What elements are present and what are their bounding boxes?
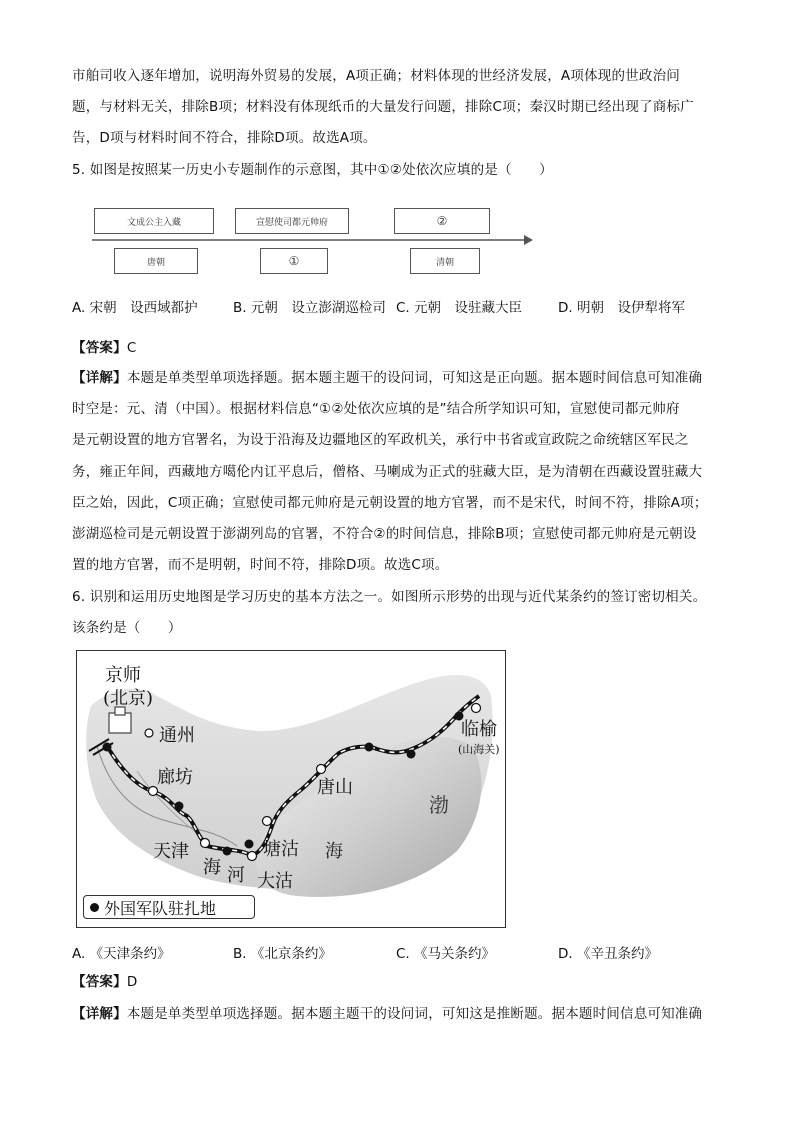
label-tanggu: 塘沽 <box>263 839 299 860</box>
detail-line: 务，雍正年间，西藏地方噶伦内讧平息后，僧格、马喇成为正式的驻藏大臣，是为清朝在西藏设置驻藏大 <box>72 464 703 480</box>
option-a: A. 《天津条约》 <box>72 946 171 962</box>
label-he: 河 <box>227 865 245 886</box>
label-beijing: (北京) <box>103 688 154 709</box>
label-bo: 渤 <box>429 793 449 817</box>
detail-line: 是元朝设置的地方官署名，为设于沿海及边疆地区的军政机关，承行中书省或宣政院之命统辖区军民之 <box>72 432 689 448</box>
label-tianjin: 天津 <box>153 841 189 862</box>
detail-line: 时空是：元、清（中国）。根据材料信息“①②处依次应填的是”结合所学知识可知，宣慰使司都元帅府 <box>72 401 680 417</box>
question-6-stem: 6. 识别和运用历史地图是学习历史的基本方法之一。如图所示形势的出现与近代某条约的签订密切相关。 <box>72 589 707 605</box>
answer-tag: 【答案】 <box>72 974 127 990</box>
label-bohai-hai: 海 <box>325 841 343 862</box>
detail-line: 澎湖巡检司是元朝设置于澎湖列岛的官署，不符合②的时间信息，排除B项；宣慰使司都元帅府是元朝设 <box>72 526 697 542</box>
historical-map <box>76 650 506 928</box>
legend-dot-icon <box>90 903 99 912</box>
answer-value: D <box>126 974 138 990</box>
option-b: B. 《北京条约》 <box>233 946 332 962</box>
timeline-box-bottom-3: 清朝 <box>410 248 480 274</box>
detail-text: 本题是单类型单项选择题。据本题主题干的设问词，可知这是正向题。据本题时间信息可知准确 <box>126 370 703 386</box>
label-jingshi: 京师 <box>105 665 141 686</box>
detail-line <box>72 1004 702 1024</box>
legend-text: 外国军队驻扎地 <box>104 898 217 918</box>
option-a: A. 宋朝 设西域都护 <box>72 300 198 316</box>
timeline-diagram <box>92 200 537 280</box>
map-legend <box>83 895 255 919</box>
detail-line <box>72 368 702 388</box>
label-tongzhou: 通州 <box>159 725 195 746</box>
answer-tag: 【答案】 <box>72 340 127 356</box>
timeline-box-bottom-2: ① <box>260 248 328 274</box>
detail-line: 臣之始，因此，C项正确；宣慰使司都元帅府是元朝设置的地方官署，而不是宋代，时间不符，排除A项； <box>72 495 708 511</box>
option-c: C. 《马关条约》 <box>396 946 496 962</box>
answer-value: C <box>126 340 137 356</box>
label-langfang: 廊坊 <box>157 767 193 788</box>
label-shanhaiguan: (山海关) <box>458 743 500 756</box>
answer-line <box>72 972 137 992</box>
paragraph-line: 题，与材料无关，排除B项；材料没有体现纸币的大量发行问题，排除C项；秦汉时期已经出现了商标广 <box>72 99 694 115</box>
label-tangshan: 唐山 <box>317 777 353 798</box>
option-d: D. 《辛丑条约》 <box>558 946 658 962</box>
question-5-stem: 5. 如图是按照某一历史小专题制作的示意图，其中①②处依次应填的是（ ） <box>72 162 553 178</box>
paragraph-line: 告，D项与材料时间不符合，排除D项。故选A项。 <box>72 130 377 146</box>
detail-line: 置的地方官署，而不是明朝，时间不符，排除D项。故选C项。 <box>72 557 449 573</box>
option-b: B. 元朝 设立澎湖巡检司 <box>233 300 386 316</box>
detail-tag: 【详解】 <box>72 1006 127 1022</box>
timeline-box-bottom-1: 唐朝 <box>114 248 198 274</box>
paragraph-line: 市舶司收入逐年增加，说明海外贸易的发展，A项正确；材料体现的世经济发展，A项体现的世政治问 <box>72 68 680 84</box>
timeline-box-top-3: ② <box>394 208 490 234</box>
question-6-stem: 该条约是（ ） <box>72 620 182 636</box>
label-hai: 海 <box>203 857 221 878</box>
label-dagu: 大沽 <box>257 871 293 892</box>
timeline-box-top-2: 宣慰使司都元帅府 <box>235 208 349 234</box>
detail-text: 本题是单类型单项选择题。据本题主题干的设问词，可知这是推断题。据本题时间信息可知准确 <box>126 1006 703 1022</box>
label-linyu: 临榆 <box>461 719 497 740</box>
detail-tag: 【详解】 <box>72 370 127 386</box>
option-c: C. 元朝 设驻藏大臣 <box>396 300 523 316</box>
timeline-box-top-1: 文成公主入藏 <box>94 208 214 234</box>
option-d: D. 明朝 设伊犁将军 <box>558 300 685 316</box>
answer-line <box>72 338 136 358</box>
